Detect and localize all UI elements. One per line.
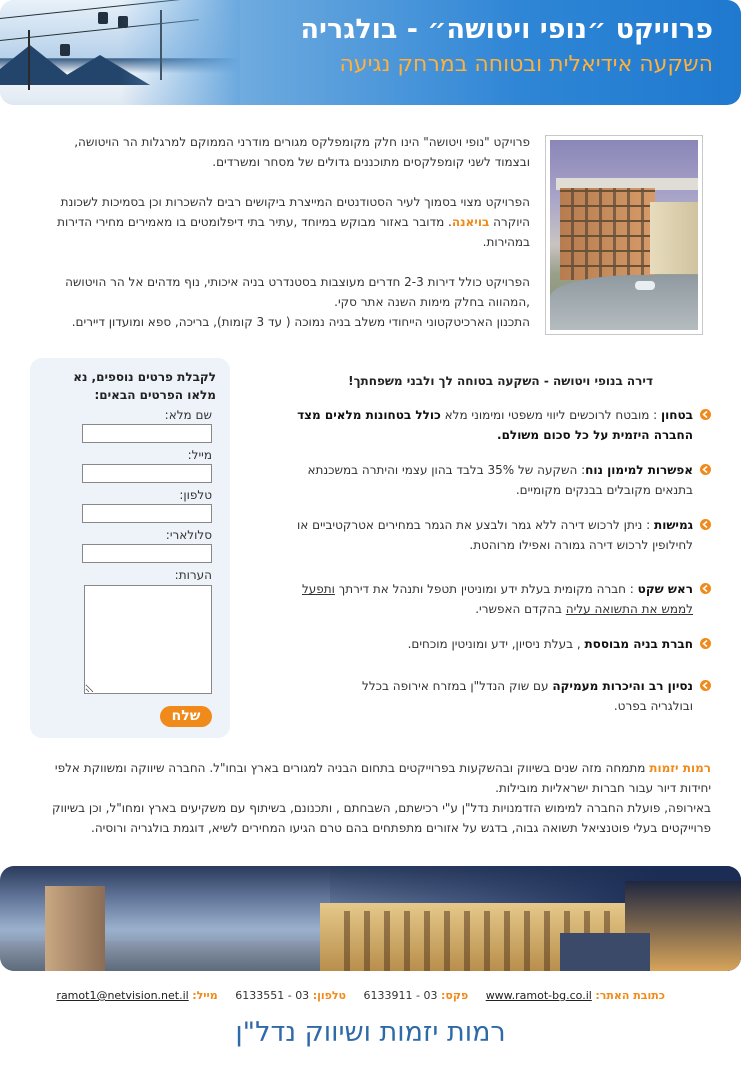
tower-building [45,886,105,971]
email-input[interactable] [82,464,212,483]
features-title: דירה בנופי ויטושה - השקעה בטוחה לך ולבני משפחתך! [348,374,653,388]
feature-text: , בעלת ניסיון, ידע ומוניטין מוכחים. [407,637,585,651]
send-button[interactable]: שלח [160,706,212,727]
mobile-input[interactable] [82,544,212,563]
intro-paragraph: פרויקט "נופי ויטושה" הינו חלק מקומפלקס מגורים מודרני הממוקם למרגלות הר הויטושה, ובצמוד לשני קומפלקסים מתוכננים גדולים של מסחר ומשרדים. [74,135,530,169]
site-label: כתובת האתר: [595,989,665,1002]
fax-label: פקס: [440,989,469,1002]
feature-heading: גמישות [654,518,693,532]
feature-text: : השקעה של 35% בלבד בהון עצמי והיתרה במשכנתא בתנאים מקובלים בבנקים מקומיים. [307,463,693,497]
feature-text: : מובטח לרוכשים ליווי משפטי ומימוני מלא [440,408,662,422]
feature-underlined: ותפעל לממש את התשואה עליה [301,582,693,616]
notes-label: הערות: [174,568,212,582]
intro-text [40,132,530,332]
fax-number: 03 - 6133911 [363,989,438,1002]
chairlift [118,16,128,28]
feature-item [331,676,711,716]
company-paragraph: מתמחה מזה שנים בשיווק ובהשקעות בפרוייקטים בתחום הבניה למגורים בארץ ובחו"ל. החברה שיווקה ומשווקת אלפי יחידות דיור עבור חברות ישראליות מובילות. [54,761,711,795]
feature-heading: בטחון [661,408,693,422]
lift-pole [160,10,162,80]
email-label: מייל: [187,448,212,462]
feature-heading: ראש שקט [637,582,693,596]
ski-lift-photo [0,0,240,105]
notes-textarea[interactable] [84,585,212,694]
company-paragraph: באירופה, פועלת החברה למימוש הזדמנויות נדל"ן ע"י רכישתם, השבחתם , ותכנונם, בשיתוף עם משקיעים בארץ ומחו"ל, וכן בשיווק פרוייקטים בעלי פוטנציאל תשואה גבוה, בדגש על אזורים מתפתחים בהם טרם הגיעו המחירים לשיא, דוגמת בולגריה ורוסיה. [51,801,711,835]
feature-heading: נסיון רב והיכרות מעמיקה [552,679,693,693]
intro-paragraph [40,192,530,252]
mail-link[interactable]: ramot1@netvision.net.il [56,989,189,1002]
site-link[interactable]: www.ramot-bg.co.il [485,989,592,1002]
name-label: שם מלא: [164,408,212,422]
mobile-label: סלולארי: [165,528,212,542]
company-name-highlight: רמות יזמות [649,761,711,775]
feature-text: : ניתן לרכוש דירה ללא גמר ולבצע את הגמר במחירים אטרקטיביים או לחילופין לרכוש דירה גמורה ואפילו מרוהטת. [297,518,693,552]
form-title: לקבלת פרטים נוספים, נא מלאו הפרטים הבאים: [73,370,216,402]
page-title: פרוייקט ״נופי ויטושה״ - בולגריה [300,14,713,45]
intro-text-part: התכנון הארכיטקטוני הייחודי משלב בניה נמוכה ( עד 3 קומות), בריכה, ספא ומועדון דיירים. [71,315,530,329]
arrow-icon [700,680,711,691]
contact-line [56,989,665,1002]
intro-paragraph [40,272,530,332]
arrow-icon [700,519,711,530]
phone-label-footer: טלפון: [312,989,346,1002]
header-banner [0,0,741,105]
intro-text-part: הפרויקט כולל דירות 2-3 חדרים מעוצבות בסטנדרט בניה איכותי, נוף מדהים אל הר הויטושה ,המהווה בחלק מימות השנה אתר סקי. [65,275,530,309]
arrow-icon [700,464,711,475]
feature-item [271,405,711,445]
feature-text: עם שוק הנדל"ן במזרח אירופה בכלל ובולגריה בפרט. [362,679,693,713]
feature-item [271,579,711,619]
feature-item [271,634,711,654]
feature-heading: חברת בניה מבוססת [584,637,693,651]
building-facade [560,188,655,280]
phone-number: 03 - 6133551 [235,989,310,1002]
phone-label: טלפון: [179,488,212,502]
arrow-icon [700,638,711,649]
feature-text: : חברה מקומית בעלת ידע ומוניטין תטפל ותנהל את דירתך [334,582,638,596]
intro-text-part: הפרויקט מצוי בסמוך לעיר הסטודנטים המייצרת ביקושים רבים להשכרות וכן בסמיכות לשכונת היוקרה [60,195,530,229]
chairlift [98,12,108,24]
building-photo [545,135,703,335]
arrow-icon [700,409,711,420]
arrow-icon [700,583,711,594]
phone-input[interactable] [82,504,212,523]
feature-text: בהקדם האפשרי. [475,602,566,616]
brand-name: רמות יזמות ושיווק נדל"ן [235,1017,506,1048]
company-text [27,758,711,838]
feature-item [271,460,711,500]
lift-cables [0,0,200,60]
chairlift [60,44,70,56]
driveway [550,275,698,330]
mail-label: מייל: [192,989,218,1002]
name-input[interactable] [82,424,212,443]
city-banner-photo [0,866,741,971]
building-side [650,202,698,274]
page-subtitle: השקעה אידיאלית ובטוחה במרחק נגיעה [339,52,713,77]
intro-text-part: . מדובר באזור מבוקש במיוחד ,עתיר בתי דיפלומטים בו מאמירים מחירי הדירות במהירות. [57,215,530,249]
car-shape [635,281,655,290]
boyana-highlight: בויאנה [451,215,490,229]
tree-shape [560,933,650,971]
feature-heading: אפשרות למימון נוח [585,463,693,477]
feature-item [271,515,711,555]
feature-emphasis: כולל בטחונות מלאים מצד החברה היזמית על כל סכום משולם. [297,408,693,442]
